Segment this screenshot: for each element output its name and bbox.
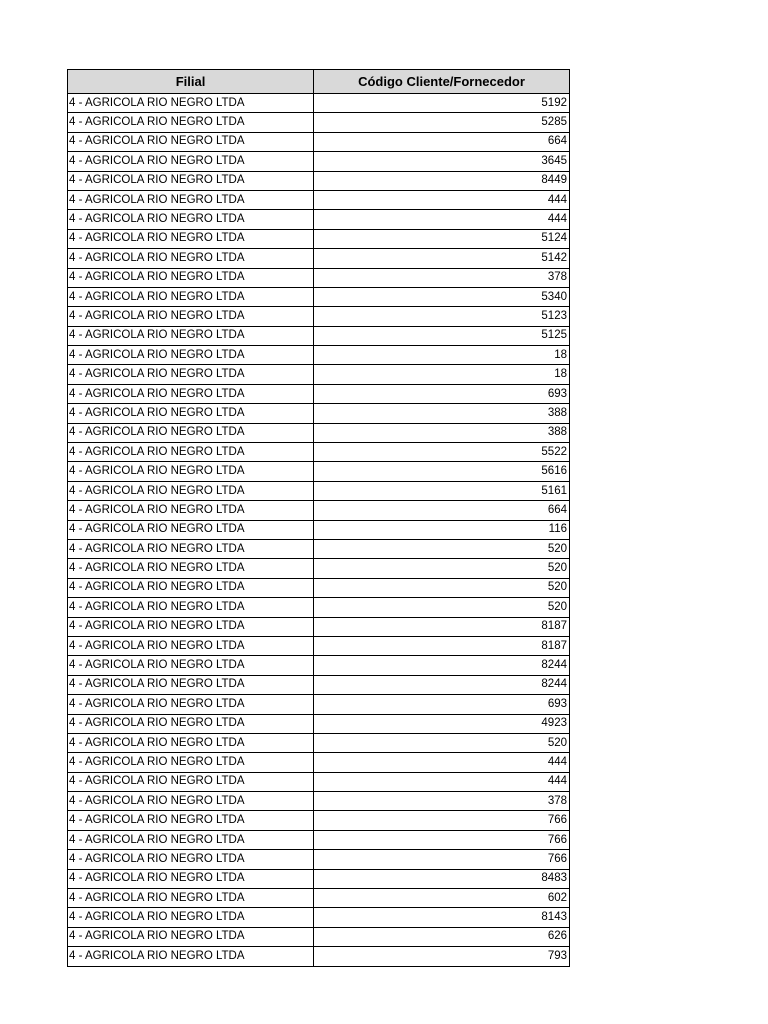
cell-codigo: 664	[314, 132, 570, 151]
table-row	[68, 830, 570, 849]
cell-filial: 4 - AGRICOLA RIO NEGRO LTDA	[68, 675, 314, 694]
cell-filial: 4 - AGRICOLA RIO NEGRO LTDA	[68, 598, 314, 617]
cell-filial: 4 - AGRICOLA RIO NEGRO LTDA	[68, 811, 314, 830]
data-table	[67, 69, 570, 967]
table-row	[68, 326, 570, 345]
table-row	[68, 578, 570, 597]
cell-filial: 4 - AGRICOLA RIO NEGRO LTDA	[68, 792, 314, 811]
cell-codigo: 8187	[314, 636, 570, 655]
cell-filial: 4 - AGRICOLA RIO NEGRO LTDA	[68, 695, 314, 714]
table-row	[68, 675, 570, 694]
cell-codigo: 5616	[314, 462, 570, 481]
table-row	[68, 132, 570, 151]
cell-filial: 4 - AGRICOLA RIO NEGRO LTDA	[68, 830, 314, 849]
table-row	[68, 210, 570, 229]
cell-codigo: 8244	[314, 656, 570, 675]
cell-codigo: 116	[314, 520, 570, 539]
cell-codigo: 18	[314, 346, 570, 365]
table-row	[68, 365, 570, 384]
cell-filial: 4 - AGRICOLA RIO NEGRO LTDA	[68, 346, 314, 365]
cell-filial: 4 - AGRICOLA RIO NEGRO LTDA	[68, 152, 314, 171]
cell-filial: 4 - AGRICOLA RIO NEGRO LTDA	[68, 617, 314, 636]
cell-filial: 4 - AGRICOLA RIO NEGRO LTDA	[68, 714, 314, 733]
cell-codigo: 4923	[314, 714, 570, 733]
cell-codigo: 8244	[314, 675, 570, 694]
table-row	[68, 869, 570, 888]
cell-codigo: 693	[314, 384, 570, 403]
cell-codigo: 8483	[314, 869, 570, 888]
cell-codigo: 5192	[314, 94, 570, 113]
cell-codigo: 444	[314, 772, 570, 791]
cell-codigo: 766	[314, 850, 570, 869]
column-header-filial: Filial	[68, 70, 314, 94]
cell-filial: 4 - AGRICOLA RIO NEGRO LTDA	[68, 113, 314, 132]
cell-filial: 4 - AGRICOLA RIO NEGRO LTDA	[68, 171, 314, 190]
table-row	[68, 404, 570, 423]
cell-codigo: 388	[314, 404, 570, 423]
table-row	[68, 927, 570, 946]
table-row	[68, 229, 570, 248]
cell-codigo: 8187	[314, 617, 570, 636]
table-row	[68, 772, 570, 791]
cell-filial: 4 - AGRICOLA RIO NEGRO LTDA	[68, 307, 314, 326]
cell-filial: 4 - AGRICOLA RIO NEGRO LTDA	[68, 287, 314, 306]
cell-filial: 4 - AGRICOLA RIO NEGRO LTDA	[68, 520, 314, 539]
cell-codigo: 793	[314, 947, 570, 966]
cell-filial: 4 - AGRICOLA RIO NEGRO LTDA	[68, 850, 314, 869]
cell-codigo: 602	[314, 889, 570, 908]
cell-filial: 4 - AGRICOLA RIO NEGRO LTDA	[68, 656, 314, 675]
cell-filial: 4 - AGRICOLA RIO NEGRO LTDA	[68, 578, 314, 597]
cell-codigo: 444	[314, 210, 570, 229]
cell-codigo: 5285	[314, 113, 570, 132]
cell-filial: 4 - AGRICOLA RIO NEGRO LTDA	[68, 326, 314, 345]
cell-codigo: 766	[314, 811, 570, 830]
cell-codigo: 520	[314, 539, 570, 558]
cell-filial: 4 - AGRICOLA RIO NEGRO LTDA	[68, 539, 314, 558]
cell-codigo: 3645	[314, 152, 570, 171]
cell-filial: 4 - AGRICOLA RIO NEGRO LTDA	[68, 229, 314, 248]
cell-codigo: 664	[314, 501, 570, 520]
cell-codigo: 378	[314, 792, 570, 811]
cell-codigo: 444	[314, 753, 570, 772]
cell-filial: 4 - AGRICOLA RIO NEGRO LTDA	[68, 423, 314, 442]
cell-filial: 4 - AGRICOLA RIO NEGRO LTDA	[68, 927, 314, 946]
table-row	[68, 695, 570, 714]
cell-filial: 4 - AGRICOLA RIO NEGRO LTDA	[68, 889, 314, 908]
table-row	[68, 481, 570, 500]
cell-filial: 4 - AGRICOLA RIO NEGRO LTDA	[68, 210, 314, 229]
table-row	[68, 384, 570, 403]
cell-codigo: 5522	[314, 443, 570, 462]
cell-codigo: 766	[314, 830, 570, 849]
table-row	[68, 792, 570, 811]
cell-filial: 4 - AGRICOLA RIO NEGRO LTDA	[68, 947, 314, 966]
cell-filial: 4 - AGRICOLA RIO NEGRO LTDA	[68, 132, 314, 151]
table-row	[68, 714, 570, 733]
cell-codigo: 520	[314, 578, 570, 597]
table-row	[68, 598, 570, 617]
cell-filial: 4 - AGRICOLA RIO NEGRO LTDA	[68, 636, 314, 655]
table-row	[68, 889, 570, 908]
column-header-codigo: Código Cliente/Fornecedor	[314, 70, 570, 94]
cell-codigo: 520	[314, 733, 570, 752]
table-body	[68, 94, 570, 967]
table-row	[68, 443, 570, 462]
cell-filial: 4 - AGRICOLA RIO NEGRO LTDA	[68, 462, 314, 481]
header-row	[68, 70, 570, 94]
cell-codigo: 5142	[314, 249, 570, 268]
cell-codigo: 626	[314, 927, 570, 946]
table-row	[68, 753, 570, 772]
cell-codigo: 444	[314, 190, 570, 209]
table-row	[68, 559, 570, 578]
cell-codigo: 8449	[314, 171, 570, 190]
table-row	[68, 501, 570, 520]
table-row	[68, 94, 570, 113]
table-row	[68, 733, 570, 752]
table-header	[68, 70, 570, 94]
cell-filial: 4 - AGRICOLA RIO NEGRO LTDA	[68, 908, 314, 927]
cell-filial: 4 - AGRICOLA RIO NEGRO LTDA	[68, 384, 314, 403]
table-row	[68, 249, 570, 268]
cell-filial: 4 - AGRICOLA RIO NEGRO LTDA	[68, 190, 314, 209]
cell-filial: 4 - AGRICOLA RIO NEGRO LTDA	[68, 443, 314, 462]
cell-codigo: 5124	[314, 229, 570, 248]
table-row	[68, 539, 570, 558]
cell-codigo: 520	[314, 598, 570, 617]
table-row	[68, 346, 570, 365]
table-row	[68, 307, 570, 326]
cell-codigo: 693	[314, 695, 570, 714]
cell-codigo: 8143	[314, 908, 570, 927]
cell-codigo: 520	[314, 559, 570, 578]
cell-codigo: 18	[314, 365, 570, 384]
table-row	[68, 171, 570, 190]
table-row	[68, 947, 570, 966]
table-row	[68, 268, 570, 287]
table-row	[68, 617, 570, 636]
table-row	[68, 811, 570, 830]
table-row	[68, 656, 570, 675]
cell-codigo: 5125	[314, 326, 570, 345]
table-row	[68, 636, 570, 655]
cell-filial: 4 - AGRICOLA RIO NEGRO LTDA	[68, 404, 314, 423]
cell-filial: 4 - AGRICOLA RIO NEGRO LTDA	[68, 249, 314, 268]
cell-filial: 4 - AGRICOLA RIO NEGRO LTDA	[68, 733, 314, 752]
table-row	[68, 287, 570, 306]
table-row	[68, 850, 570, 869]
table-row	[68, 520, 570, 539]
cell-filial: 4 - AGRICOLA RIO NEGRO LTDA	[68, 365, 314, 384]
cell-codigo: 5161	[314, 481, 570, 500]
cell-filial: 4 - AGRICOLA RIO NEGRO LTDA	[68, 501, 314, 520]
table-row	[68, 152, 570, 171]
table-row	[68, 908, 570, 927]
cell-filial: 4 - AGRICOLA RIO NEGRO LTDA	[68, 772, 314, 791]
cell-codigo: 378	[314, 268, 570, 287]
cell-filial: 4 - AGRICOLA RIO NEGRO LTDA	[68, 94, 314, 113]
table-row	[68, 423, 570, 442]
table-row	[68, 113, 570, 132]
cell-filial: 4 - AGRICOLA RIO NEGRO LTDA	[68, 753, 314, 772]
cell-filial: 4 - AGRICOLA RIO NEGRO LTDA	[68, 559, 314, 578]
cell-filial: 4 - AGRICOLA RIO NEGRO LTDA	[68, 481, 314, 500]
cell-codigo: 388	[314, 423, 570, 442]
cell-codigo: 5123	[314, 307, 570, 326]
cell-codigo: 5340	[314, 287, 570, 306]
table-row	[68, 190, 570, 209]
cell-filial: 4 - AGRICOLA RIO NEGRO LTDA	[68, 268, 314, 287]
table-row	[68, 462, 570, 481]
cell-filial: 4 - AGRICOLA RIO NEGRO LTDA	[68, 869, 314, 888]
